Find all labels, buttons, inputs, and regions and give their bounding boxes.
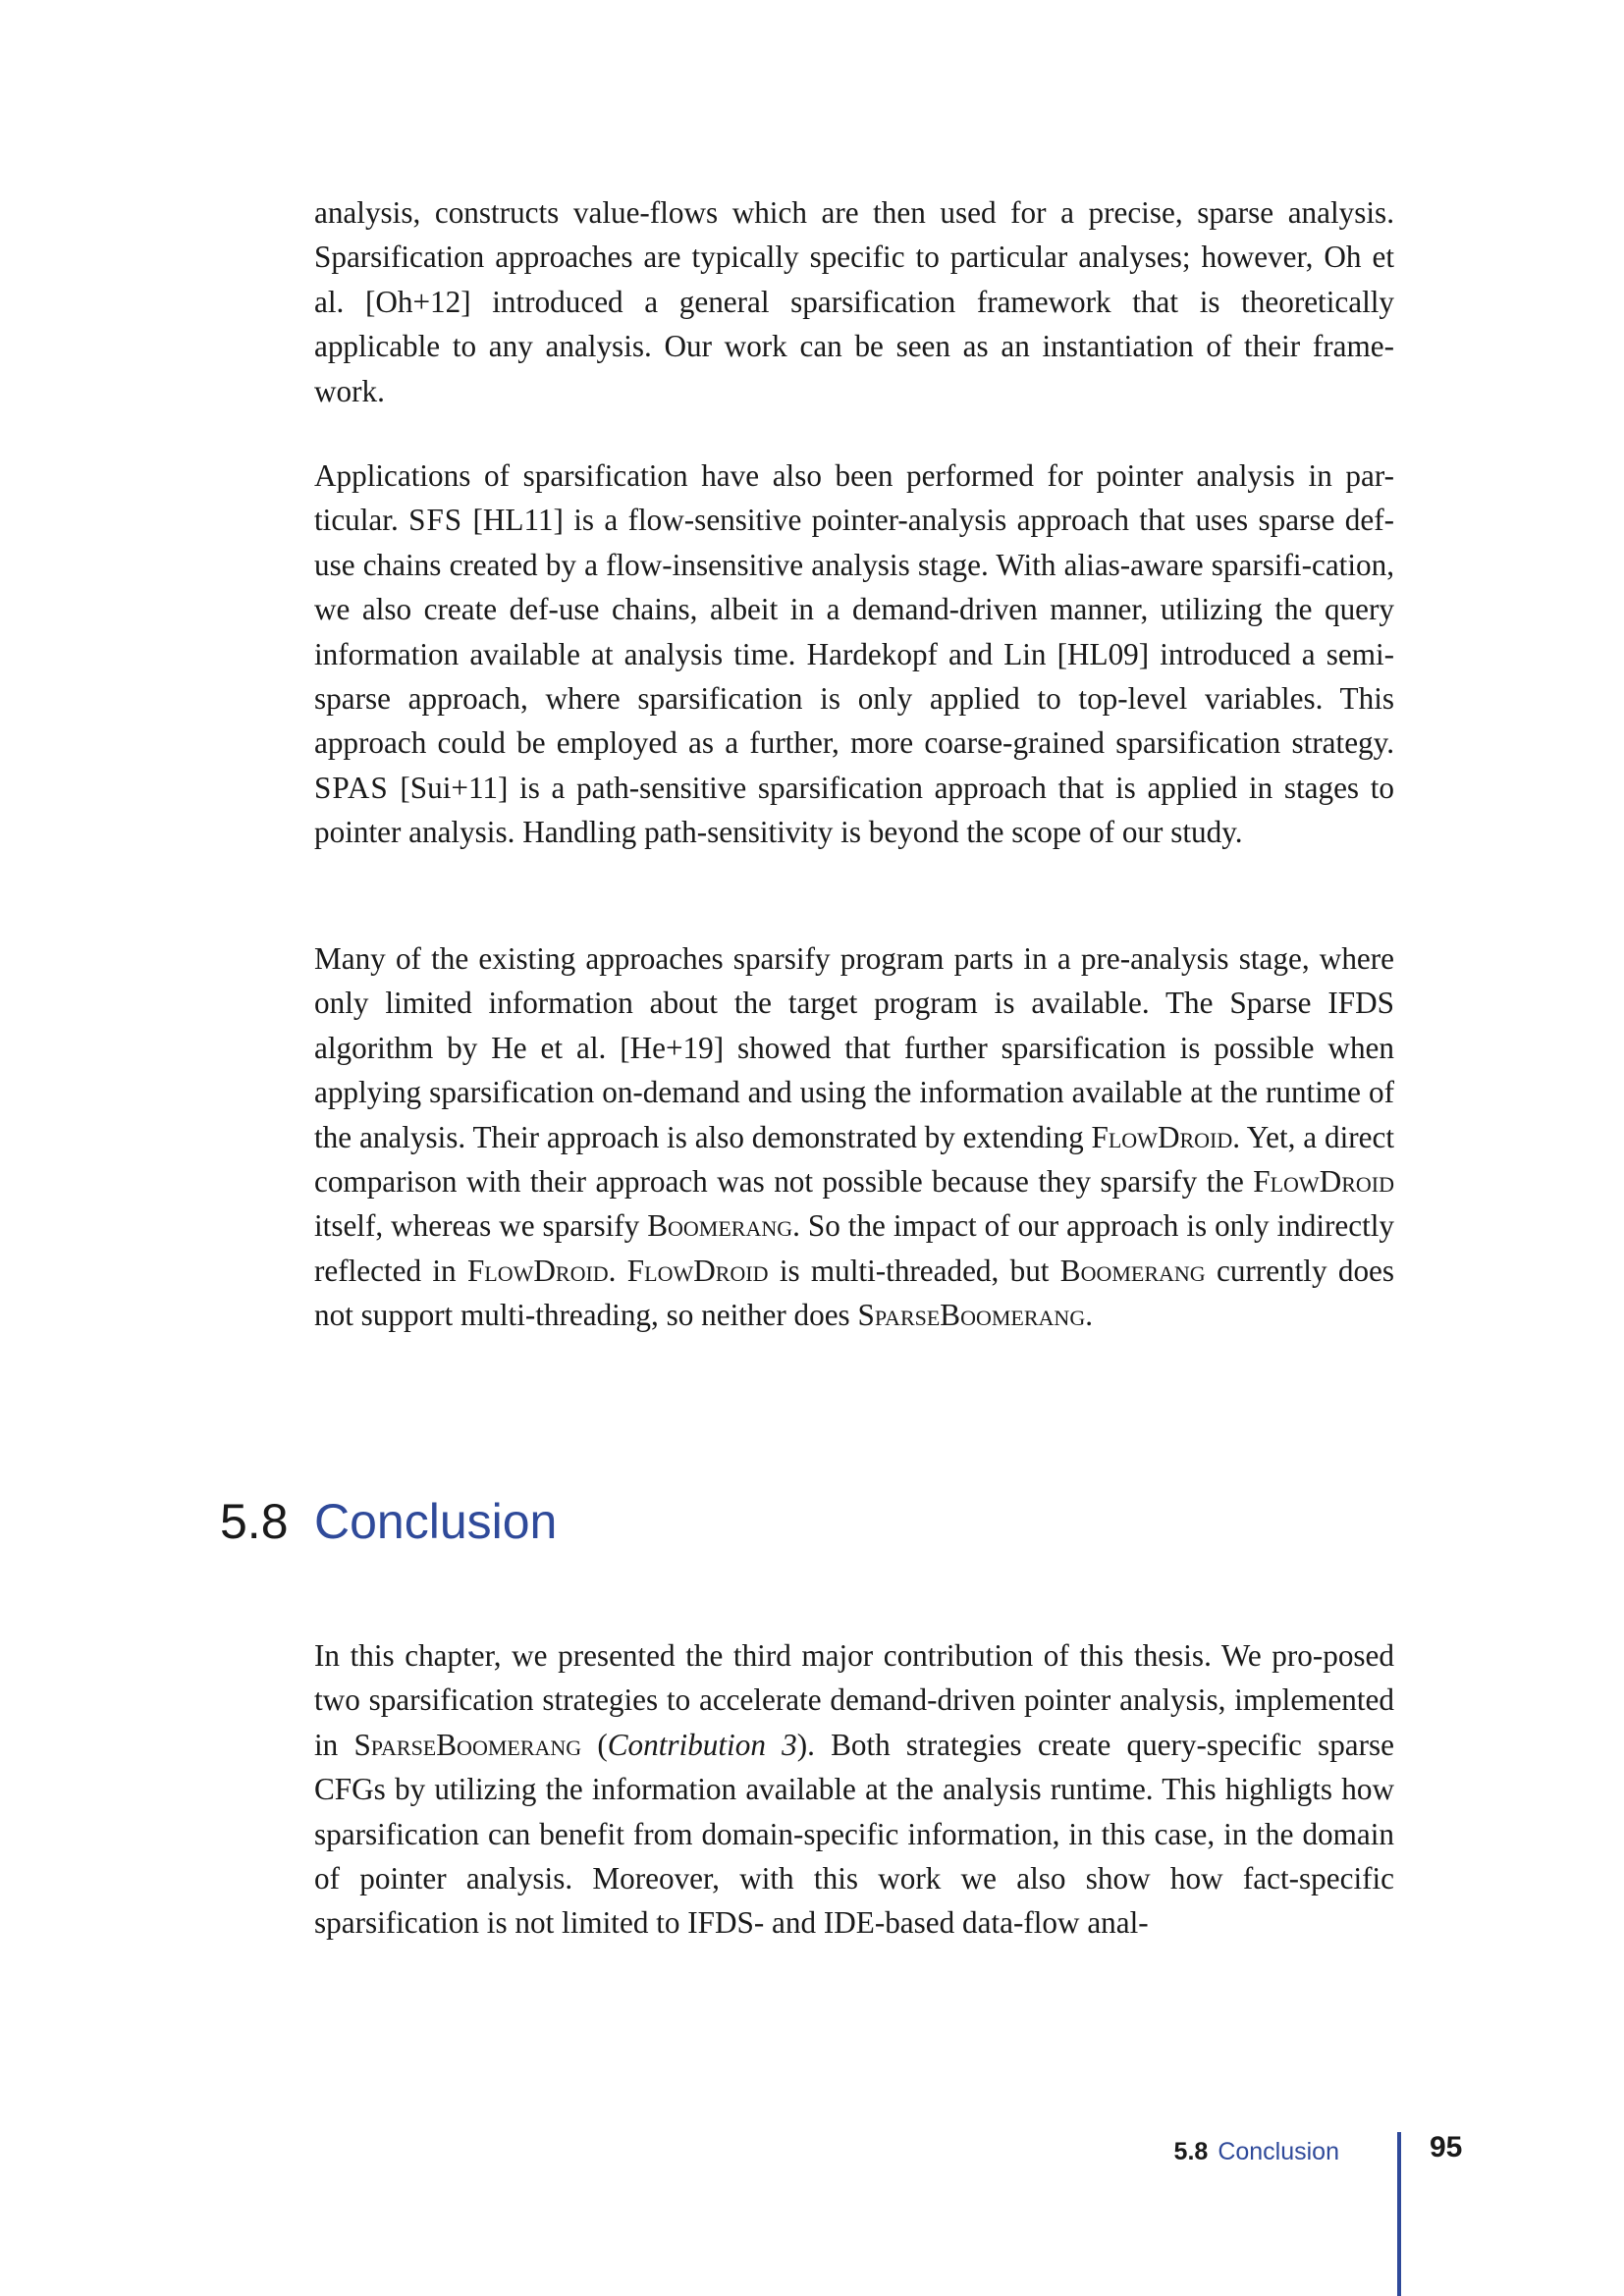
text-run: ). Both strategies create query-specific sparse CFGs by utilizing the information available at the analysis runtime. This highligts how sparsification can benefit from domain-specific information, in this case, in the domain of pointer analysis. Moreover, with this work we also show how fact-specific sparsification is not limited to IFDS- and IDE-based data-flow anal- bbox=[314, 1727, 1394, 1941]
running-footer bbox=[1174, 2132, 1339, 2171]
text-run: Many of the existing approaches sparsify program parts in a pre-analysis stage, where only limited information about the target program is available. The Sparse IFDS algorithm by He et al. [He+19] showed that further sparsification is possible when applying sparsification on-demand and using the information available at the runtime of the analysis. Their approach is also demonstrated by extending bbox=[314, 941, 1394, 1154]
paragraph-related-work-3 bbox=[314, 936, 1394, 1338]
tool-name-flowdroid: FlowDroid bbox=[1253, 1164, 1394, 1200]
footer-section-number: 5.8 bbox=[1173, 2138, 1209, 2165]
text-run: . So the impact of our approach is only indirectly reflected in bbox=[314, 1208, 1394, 1288]
text-run: . Yet, a direct comparison with their approach was not possible because they sparsify the bbox=[314, 1119, 1394, 1200]
footer-section-title: Conclusion bbox=[1218, 2138, 1339, 2165]
paragraph-conclusion bbox=[314, 1633, 1394, 1946]
contribution-reference: Contribution 3 bbox=[607, 1727, 797, 1762]
tool-name-boomerang: Boomerang bbox=[647, 1208, 793, 1244]
paragraph-related-work-2 bbox=[314, 454, 1394, 855]
tool-name-boomerang: Boomerang bbox=[1059, 1253, 1206, 1288]
section-heading bbox=[220, 1492, 557, 1551]
tool-name-flowdroid: FlowDroid bbox=[626, 1253, 769, 1288]
text-run: currently does not support multi-threading, so neither does bbox=[314, 1253, 1395, 1333]
tool-name-spas: SPAS bbox=[314, 770, 389, 805]
text-run: Applications of sparsification have also been performed for pointer analysis in par-ticular. bbox=[314, 458, 1394, 538]
text-run: itself, whereas we sparsify bbox=[314, 1208, 648, 1244]
text-run: In this chapter, we presented the third major contribution of this thesis. We pro-posed two sparsification strategies to accelerate demand-driven pointer analysis, implemented in bbox=[314, 1638, 1394, 1762]
section-number: 5.8 bbox=[220, 1494, 289, 1549]
footer-divider bbox=[1397, 2132, 1401, 2296]
tool-name-sparseboomerang: SparseBoomerang bbox=[353, 1727, 582, 1762]
paragraph-text: analysis, constructs value-flows which are then used for a precise, sparse analysis. Sparsification approaches are typically specific to particular analyses; however, Oh et al. [Oh+12] introduced a general sparsification framework that is theoretically applicable to any analysis. Our work can be seen as an instantiation of their frame-work. bbox=[314, 195, 1394, 408]
tool-name-flowdroid: FlowDroid bbox=[1091, 1119, 1233, 1154]
tool-name-sparseboomerang: SparseBoomerang bbox=[857, 1298, 1086, 1333]
paragraph-related-work-1 bbox=[314, 190, 1394, 413]
tool-name-flowdroid: FlowDroid bbox=[466, 1253, 609, 1288]
tool-name-sfs: SFS bbox=[408, 503, 463, 538]
text-run: . bbox=[608, 1253, 627, 1288]
text-run: . bbox=[1085, 1298, 1094, 1333]
text-run: [Sui+11] is a path-sensitive sparsification approach that is applied in stages to pointer analysis. Handling path-sensitivity is beyond the scope of our study. bbox=[314, 770, 1394, 850]
page-number: 95 bbox=[1430, 2131, 1463, 2163]
text-run: ( bbox=[581, 1727, 608, 1762]
text-run: is multi-threaded, but bbox=[768, 1253, 1060, 1288]
section-title: Conclusion bbox=[314, 1494, 558, 1549]
text-run: [HL11] is a flow-sensitive pointer-analysis approach that uses sparse def-use chains created by a flow-insensitive analysis stage. With alias-aware sparsifi-cation, we also create def-use chains, albeit in a demand-driven manner, utilizing the query information available at analysis time. Hardekopf and Lin [HL09] introduced a semi-sparse approach, where sparsification is only applied to top-level variables. This approach could be employed as a further, more coarse-grained sparsification strategy. bbox=[314, 503, 1394, 761]
